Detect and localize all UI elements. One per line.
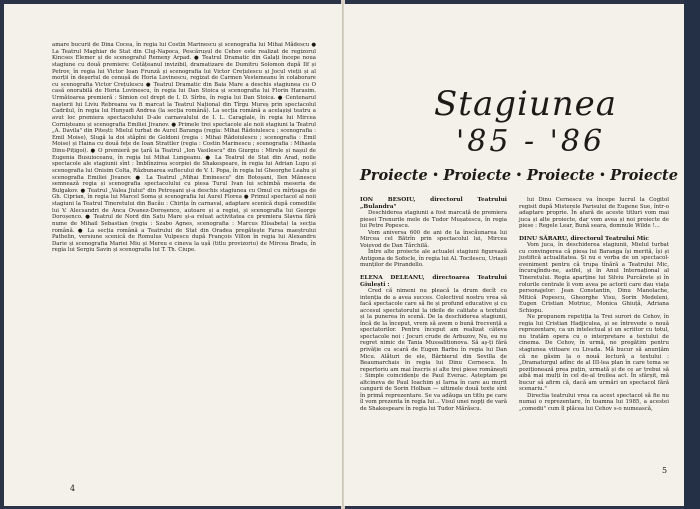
right-page (344, 4, 684, 506)
banner-separator: • (515, 170, 523, 181)
interview-paragraph: lui Dinu Cernescu va începe lucrul la Cogitol regisit după Misterele Parisului de Eugene Sue, într-o adaptare proprie. În afară de aceste titluri vom mai juca și alte proiecte, dar vom avea și noi proiecte de piese : Regele Lear, Bună seara, domnule Wilde !... (519, 197, 669, 230)
banner-word: Proiecte (526, 167, 595, 184)
interview-heading: ION BESOIU, directorul Teatrului „Bulandra" (360, 197, 507, 210)
interview-paragraph: Deschiderea stagiunii a fost marcată de premiera piesei Trenurile mele de Tudor Mușatescu, în regia lui Petre Popescu. (360, 210, 507, 230)
banner-separator: • (432, 170, 439, 181)
title-line-2: '85 - '86 (456, 124, 606, 159)
left-page-paragraph: amare bucurii de Dina Cocea, în regia lui Costin Marinescu și scenografia lui Mihai Mădescu ● La Teatrul Maghiar de Stat din Cluj-Napoca, Pescărușul de Cehov este realizat de regizorul Kincses Elemer și de scenograful Remeny Arpad. ● Teatrul Dramatic din Galați începe noua stagiune cu două premiere: Cetățeanul invizibil, dramatizare de Dumitru Solomon după Ilf și Petrov, în regia lui Victor Ioan Frunză și scenografia lui Victor Crețulescu și Jocul vieții și al morții în deșertul de cenușă de Horia Lovinescu, regizat de Carmen Vestemeanu în colaborare cu scenografia Victor Crețulescu ● Teatrul Dramatic din Baia Mare a deschis stagiunea cu O casă onorabilă de Horia Lovinescu, în regia lui Dan Stoica și scenografia lui Florin Harasim. Următoarea premieră : Simion cel drept de I. D. Sîrbu, în regia lui Dan Stoica. ● Centenarul nașterii lui Liviu Rebreanu va fi marcat la Teatrul Național din Tîrgu Mureș prin spectacolul Cadrilul, în regia lui Hunyadi Andrea (la secția română). La secția română a acelașiși teatru a avut loc premiera spectacolului D-ale carnavalului de I. L. Caragiale, în regia lui Mircea Cornișteanu și scenografia Emiliei Jivanov. ● Primele trei spectacole ale noii stagiuni la Teatrul „A. Davila" din Pitești: Mielul turbat de Aurel Baranga (regia: Mihai Rădoiulescu ; scenografia : Emil Moise), Slugă la doi stăpîni de Goldoni (regia : Mihai Rădoiulescu ; scenografia : Emil Moise) și Haina cu două fețe de Ioan Strattler (regia : Costin Marinescu ; scenografia : Mihaela Dinu-Pițigoi). ● O premieră pe țară la Teatrul „Ion Vasilescu" din Giurgiu : Mirele și nașul de Eugenia Busuioceanu, în regia lui Mihai Lungeanu. ● La Teatrul de Stat din Arad, noile spectacole ale stagiunii sînt : Îmblînzirea scorpiei de Shakespeare, în regia lui Adrian Lupu și scenografia lui Onisim Colta, Răzbunarea suflecului de V. I. Popa, în regia lui Gheorghe Leahu și scenografia Emiliei Jivanov. ● La Teatrul „Mihai Eminescu" din Botoșani, Ilen Mănescu semnează regia și scenografia spectacolului cu piesa Turul Ivan lui schimbă meseria de Bulgakov. ● Teatrul „Valea Jiului" din Petroșani și-a deschis stagiunea cu Omul cu mîrțoaga de Gh. Ciprian, în regia lui Marcel Soma și scenografia lui Aurel Florea ● Primul spectacol al noii stagiuni la Teatrul Tineretului din Bacău : Chirița în carnaval, adaptare scenică după comediile lui V. Alecsandri de Anca Ovanez-Doroșenco, autoare și a regiei, și scenografia lui George Doroșenco. ● Teatrul de Nord din Satu Mare și-a reluat activitatea cu premiera Slavna fără nume de Mihail Sebastian (regia : Szabo Agnes, scenografia : Marcus Elisabeta) la secția română. ● La secția română a Teatrului de Stat din Oradea pregătește Farsa maeștrului Pathelin, versiune scenică de Romulus Vulpescu după François Villon în regia lui Alexandru Darie și scenografia Mariei Miu și Mereu e cineva la ușă (titlu provizoriu) de Mircea Bradu, în regia lui Sergiu Savin și scenografia lui T. Th. Ciupe. (52, 42, 316, 254)
banner-word: Proiecte (443, 167, 512, 184)
interview-heading: DINU SĂRARU, directorul Teatrului Mic (519, 235, 649, 242)
article-column-right (519, 197, 669, 413)
interview-heading: ELENA DELEANU, directoarea Teatrului Giulești : (360, 275, 507, 288)
banner-word: Proiecte (360, 167, 428, 184)
interview-paragraph: Vom juca, în deschiderea stagiunii, Mielul turbat cu convingerea că piesa lui Baranga își merită, își și justifică actualitatea. Și nu e vorba de un spectacol-eveniment pentru că trupa tînără a Teatrului Mic, încurajîndu-ne, astfel, și în Anul Internațional al Tineretului. Regia aparține lui Silviu Purcărete și în rolurile centrale îi vom avea pe actorii care dau viața personajelor: Jean Constantin, Dinu Manolache, Mitică Popescu, Gheorghe Visu, Sorin Medeleni, Eugen Cristian Motriuc, Monica Ghiuță, Adriana Schiopu. (519, 242, 669, 314)
interview-paragraph: Ne propunem repetiția la Trei surori de Cehov, în regia lui Cristian Hadjiculea, și se întrevede o nouă reprezentare, ca un intelectual și un scriitor cu totul, nu tratăm opera cu o interpretare a textului de cinema. De Cehov, în urmă, ne pregătim pentru stagiunea viitoare cu Livada. Mă bucur să anunțăm că ne găsim la o nouă lectură a textului : „Dramaturgul adînc de al III-lea plan în care tema se poziționează prea puțin, urmată și de ce ar trebui să aibă mai mulți în cel de-al treilea act. În sfârșit, mă bucur să afirm că, dacă am urmări un spectacol fără scenariu." (519, 314, 669, 393)
title-line-1: Stagiunea (434, 84, 618, 124)
proiecte-banner (360, 167, 678, 184)
left-page-text (52, 42, 316, 254)
interview-paragraph: Directia teatrului vrea ca acest spectacol să fie nu numai o reprezentare, în toamna lui 1985, a acestei „comedii" cum îl plăcea lui Cehov s-o numească, (519, 392, 669, 412)
left-page-number: 4 (70, 484, 76, 493)
left-page (4, 4, 343, 506)
interview-paragraph: Cred că nimeni nu pleacă la drum decît cu intenția de a avea succes. Colectivul nostru vrea să facă spectacole care să fie și profund educative și cu accesul spectatorului la ideile de calitate a textului și la punerea în scenă. De la deschiderea stagiunii, încă de la început, vrem să avem o bună frecvență a spectatorilor. Pentru început am realizat câteva spectacole noi : Jocuri crude de Arbuzov, Nu, eu nu regret nimic de Tania Mussalitionova. Să aș-ți fărâ privăție cu scară de Eugen Barbu în regia lui Dan Micu. Alături de ele, Bărbierul din Sevilla de Beaumarchais în regia lui Dinu Cernescu. În repertoriu am mai înscris și alte trei piese românești : Simple coincidențe de Paul Everac. Așteptam pe altcineva de Paul Ioachim și Iarna în care au murit cangurii de Sorin Holban — ultimele două texte sînt în primă reprezentare. Se va adăuga un titlu pe care îl vom prezenta în regia lui... Visul unei nopți de vară de Shakespeare în regia lui Tudor Mărăscu. (360, 288, 507, 412)
interview-paragraph: Între alte proiecte ale actualei stagiuni figurează Antigona de Sofocle, în regia lui Al. Tocilescu, Uriașii munților de Pirandello. (360, 249, 508, 269)
book-cover-edge (684, 0, 700, 509)
banner-word: Proiecte (610, 167, 678, 184)
right-page-number: 5 (662, 466, 668, 475)
interview-paragraph: Vom aniversa 600 de ani de la înscăunarea lui Mircea cel Bătrîn prin spectacolul lui, Mircea Voievod de Dan Tărchilă. (360, 229, 507, 249)
page-title (434, 84, 634, 160)
article-column-left (360, 197, 507, 413)
banner-separator: • (599, 170, 606, 181)
